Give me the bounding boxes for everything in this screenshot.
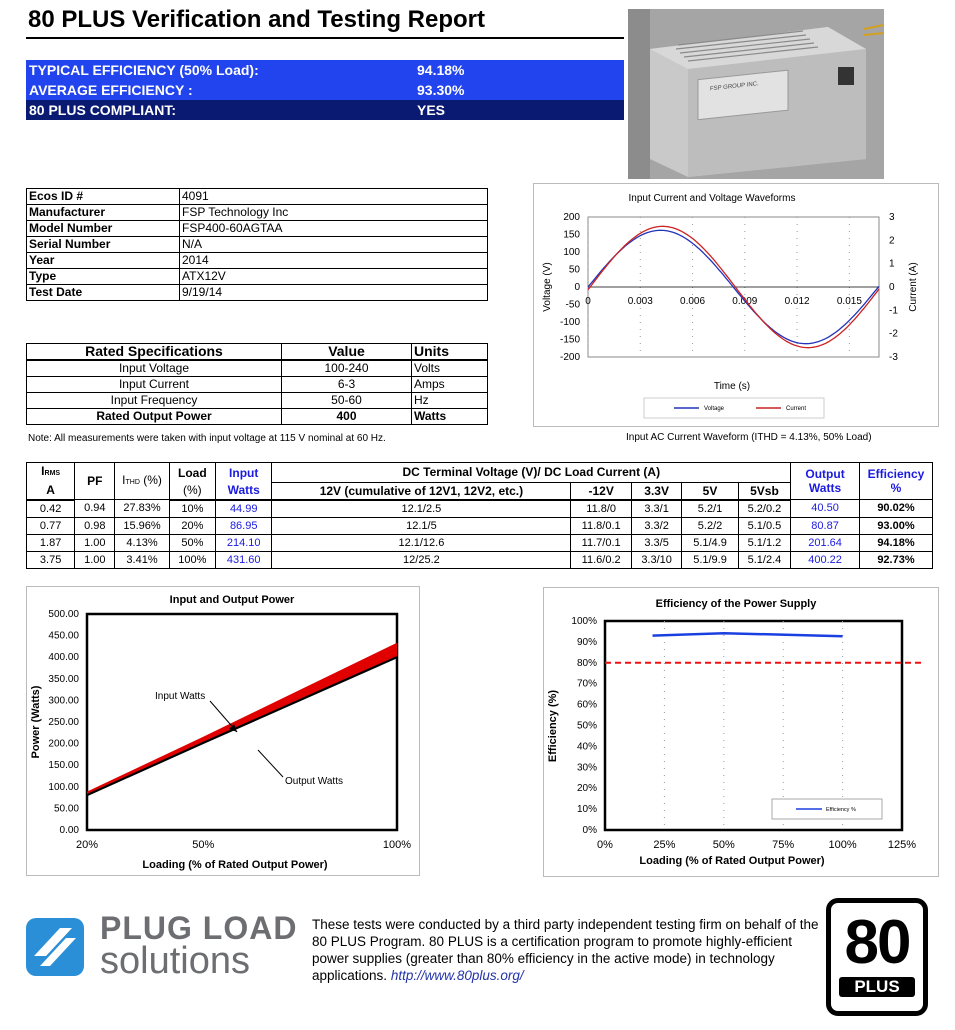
cell-neg12v: 11.6/0.2 bbox=[571, 551, 632, 568]
photo-label-text: FSP GROUP INC. bbox=[710, 81, 759, 93]
power-x-tick: 50% bbox=[192, 839, 215, 851]
efficiency-y-label: Efficiency (%) bbox=[547, 689, 559, 763]
report-title: 80 PLUS Verification and Testing Report bbox=[28, 6, 485, 33]
waveform-y-tick: -100 bbox=[559, 317, 580, 328]
waveform-x-tick: 0 bbox=[585, 296, 591, 307]
cell-3v3: 3.3/10 bbox=[631, 551, 681, 568]
waveform-y2-tick: -1 bbox=[889, 305, 898, 317]
logo-text-plug-load: PLUG LOAD bbox=[100, 910, 298, 946]
power-y-tick: 400.00 bbox=[48, 652, 79, 664]
info-row bbox=[27, 253, 488, 269]
cell-neg12v: 11.8/0.1 bbox=[571, 517, 632, 534]
table-row bbox=[27, 551, 933, 568]
cell-12v: 12/25.2 bbox=[272, 551, 571, 568]
info-row bbox=[27, 285, 488, 301]
waveform-x-tick: 0.012 bbox=[784, 296, 810, 307]
waveform-y2-tick: 1 bbox=[889, 258, 895, 270]
cell-irms: 1.87 bbox=[27, 534, 75, 551]
cell-efficiency: 90.02% bbox=[859, 500, 932, 518]
legend-efficiency-label: Efficiency % bbox=[826, 807, 856, 813]
waveform-y2-tick: 3 bbox=[889, 212, 895, 223]
table-row bbox=[27, 500, 933, 518]
col-neg12v: -12V bbox=[571, 482, 632, 500]
waveform-y2-tick: 0 bbox=[889, 282, 895, 293]
info-key: Year bbox=[27, 253, 180, 269]
annotation-input-watts: Input Watts bbox=[155, 691, 206, 702]
cell-5vsb: 5.1/1.2 bbox=[738, 534, 790, 551]
cell-12v: 12.1/5 bbox=[272, 517, 571, 534]
cell-pf: 0.98 bbox=[75, 517, 115, 534]
efficiency-y-tick: 90% bbox=[576, 636, 597, 648]
cell-3v3: 3.3/2 bbox=[631, 517, 681, 534]
col-load-unit: (%) bbox=[169, 482, 215, 500]
cell-load: 50% bbox=[169, 534, 215, 551]
efficiency-x-label: Loading (% of Rated Output Power) bbox=[639, 855, 825, 867]
col-input-unit: Watts bbox=[215, 482, 271, 500]
waveform-y-label: Voltage (V) bbox=[542, 262, 553, 312]
cell-12v: 12.1/2.5 bbox=[272, 500, 571, 518]
cell-ithd: 15.96% bbox=[115, 517, 169, 534]
waveform-x-tick: 0.009 bbox=[732, 296, 758, 307]
rated-spec: Input Frequency bbox=[27, 393, 282, 409]
product-info-table bbox=[26, 188, 488, 301]
info-value: ATX12V bbox=[180, 269, 488, 285]
efficiency-x-tick: 75% bbox=[772, 839, 795, 851]
cell-efficiency: 94.18% bbox=[859, 534, 932, 551]
summary-row-typical bbox=[26, 60, 624, 80]
footer-text-body: These tests were conducted by a third party independent testing firm on behalf of the 80 PLUS Program. 80 PLUS is a certification program to promote highly-efficient power supplies (greater than 80% efficiency in the active mode) in technology applications. bbox=[312, 917, 819, 983]
efficiency-y-tick: 40% bbox=[576, 741, 597, 753]
legend-voltage-label: Voltage bbox=[704, 406, 725, 412]
efficiency-y-tick: 20% bbox=[576, 783, 597, 795]
efficiency-y-tick: 70% bbox=[576, 678, 597, 690]
cell-ithd: 27.83% bbox=[115, 500, 169, 518]
summary-label: AVERAGE EFFICIENCY : bbox=[29, 82, 193, 98]
efficiency-y-tick: 0% bbox=[582, 825, 597, 836]
cell-ithd: 3.41% bbox=[115, 551, 169, 568]
cell-5vsb: 5.1/0.5 bbox=[738, 517, 790, 534]
waveform-y2-tick: -3 bbox=[889, 352, 898, 363]
efficiency-svg bbox=[544, 588, 938, 876]
info-value: 9/19/14 bbox=[180, 285, 488, 301]
efficiency-y-tick: 100% bbox=[571, 616, 597, 627]
badge-label: PLUS bbox=[839, 977, 915, 997]
col-12v: 12V (cumulative of 12V1, 12V2, etc.) bbox=[272, 482, 571, 500]
info-key: Ecos ID # bbox=[27, 189, 180, 205]
col-pf: PF bbox=[75, 463, 115, 500]
efficiency-y-tick: 30% bbox=[576, 762, 597, 774]
cell-neg12v: 11.7/0.1 bbox=[571, 534, 632, 551]
efficiency-y-tick: 10% bbox=[576, 804, 597, 816]
rated-row bbox=[27, 393, 488, 409]
cell-irms: 3.75 bbox=[27, 551, 75, 568]
rated-header: Value bbox=[282, 344, 412, 361]
measurement-note: Note: All measurements were taken with input voltage at 115 V nominal at 60 Hz. bbox=[28, 433, 386, 444]
cell-irms: 0.77 bbox=[27, 517, 75, 534]
cell-5vsb: 5.1/2.4 bbox=[738, 551, 790, 568]
info-value: 4091 bbox=[180, 189, 488, 205]
rated-value: 50-60 bbox=[282, 393, 412, 409]
efficiency-x-tick: 0% bbox=[597, 839, 613, 851]
waveform-y-tick: 100 bbox=[563, 247, 580, 258]
waveform-y2-label: Current (A) bbox=[908, 262, 919, 312]
power-y-tick: 200.00 bbox=[48, 738, 79, 750]
info-value: N/A bbox=[180, 237, 488, 253]
footer-link[interactable]: http://www.80plus.org/ bbox=[390, 968, 524, 983]
cell-3v3: 3.3/1 bbox=[631, 500, 681, 518]
logo-text-solutions: solutions bbox=[100, 940, 250, 982]
info-value: 2014 bbox=[180, 253, 488, 269]
rated-unit: Watts bbox=[412, 409, 488, 425]
summary-value: YES bbox=[417, 102, 446, 118]
rated-spec: Rated Output Power bbox=[27, 409, 282, 425]
cell-output: 201.64 bbox=[791, 534, 860, 551]
rated-row bbox=[27, 409, 488, 425]
info-row bbox=[27, 221, 488, 237]
cell-output: 40.50 bbox=[791, 500, 860, 518]
info-key: Test Date bbox=[27, 285, 180, 301]
cell-5v: 5.2/2 bbox=[682, 517, 738, 534]
product-photo bbox=[628, 9, 884, 179]
efficiency-y-tick: 50% bbox=[576, 720, 597, 732]
rated-row bbox=[27, 360, 488, 377]
col-irms: IRMS bbox=[27, 463, 75, 483]
cell-pf: 0.94 bbox=[75, 500, 115, 518]
cell-input: 86.95 bbox=[215, 517, 271, 534]
col-irms-unit: A bbox=[27, 482, 75, 500]
test-data-table bbox=[26, 462, 933, 569]
waveform-y-tick: 200 bbox=[563, 212, 580, 223]
cell-efficiency: 93.00% bbox=[859, 517, 932, 534]
power-y-tick: 100.00 bbox=[48, 781, 79, 793]
col-dc-group: DC Terminal Voltage (V)/ DC Load Current (A) bbox=[272, 463, 791, 483]
cell-12v: 12.1/12.6 bbox=[272, 534, 571, 551]
cell-load: 20% bbox=[169, 517, 215, 534]
rated-value: 6-3 bbox=[282, 377, 412, 393]
info-key: Type bbox=[27, 269, 180, 285]
power-supply-image bbox=[628, 9, 884, 179]
info-key: Manufacturer bbox=[27, 205, 180, 221]
cell-5v: 5.1/9.9 bbox=[682, 551, 738, 568]
waveform-y-tick: -150 bbox=[559, 334, 580, 346]
efficiency-x-tick: 100% bbox=[828, 839, 857, 851]
col-load: Load bbox=[169, 463, 215, 483]
col-5v: 5V bbox=[682, 482, 738, 500]
plug-load-logo-icon bbox=[26, 918, 84, 976]
cell-input: 431.60 bbox=[215, 551, 271, 568]
power-chart bbox=[26, 586, 420, 876]
power-y-tick: 150.00 bbox=[48, 760, 79, 772]
power-y-label: Power (Watts) bbox=[30, 685, 42, 759]
rated-spec: Input Current bbox=[27, 377, 282, 393]
efficiency-summary bbox=[26, 60, 624, 120]
info-row bbox=[27, 205, 488, 221]
rated-unit: Hz bbox=[412, 393, 488, 409]
info-value: FSP Technology Inc bbox=[180, 205, 488, 221]
efficiency-x-tick: 50% bbox=[712, 839, 735, 851]
waveform-title: Input Current and Voltage Waveforms bbox=[628, 193, 796, 204]
summary-value: 93.30% bbox=[417, 82, 465, 98]
rated-row bbox=[27, 377, 488, 393]
waveform-y-tick: 150 bbox=[563, 229, 580, 241]
table-row bbox=[27, 534, 933, 551]
cell-output: 80.87 bbox=[791, 517, 860, 534]
power-y-tick: 0.00 bbox=[59, 825, 79, 836]
cell-efficiency: 92.73% bbox=[859, 551, 932, 568]
power-y-tick: 450.00 bbox=[48, 630, 79, 642]
rated-value: 100-240 bbox=[282, 360, 412, 377]
waveform-y-tick: 50 bbox=[568, 264, 580, 276]
info-row bbox=[27, 237, 488, 253]
rated-header: Units bbox=[412, 344, 488, 361]
waveform-x-label: Time (s) bbox=[713, 381, 751, 392]
cell-pf: 1.00 bbox=[75, 551, 115, 568]
cell-output: 400.22 bbox=[791, 551, 860, 568]
waveform-y2-tick: 2 bbox=[889, 235, 895, 247]
power-y-tick: 350.00 bbox=[48, 673, 79, 685]
waveform-y-tick: -50 bbox=[565, 299, 580, 311]
power-y-tick: 250.00 bbox=[48, 717, 79, 728]
efficiency-chart bbox=[543, 587, 939, 877]
waveform-x-tick: 0.015 bbox=[836, 296, 862, 307]
summary-row-average bbox=[26, 80, 624, 100]
info-row bbox=[27, 269, 488, 285]
data-header-row bbox=[27, 463, 933, 483]
waveform-y-tick: 0 bbox=[574, 282, 580, 293]
rated-spec: Input Voltage bbox=[27, 360, 282, 377]
col-5vsb: 5Vsb bbox=[738, 482, 790, 500]
waveform-y2-tick: -2 bbox=[889, 328, 898, 340]
info-row bbox=[27, 189, 488, 205]
waveform-svg bbox=[534, 184, 938, 426]
waveform-chart bbox=[533, 183, 939, 427]
summary-value: 94.18% bbox=[417, 62, 465, 78]
col-3v3: 3.3V bbox=[631, 482, 681, 500]
info-value: FSP400-60AGTAA bbox=[180, 221, 488, 237]
annotation-output-watts: Output Watts bbox=[285, 776, 343, 787]
rated-specifications-table bbox=[26, 343, 488, 425]
info-key: Serial Number bbox=[27, 237, 180, 253]
col-input: Input bbox=[215, 463, 271, 483]
summary-label: 80 PLUS COMPLIANT: bbox=[29, 102, 177, 118]
80-plus-badge bbox=[826, 898, 928, 1016]
info-key: Model Number bbox=[27, 221, 180, 237]
power-y-tick: 500.00 bbox=[48, 609, 79, 620]
power-title: Input and Output Power bbox=[169, 594, 295, 606]
cell-ithd: 4.13% bbox=[115, 534, 169, 551]
cell-5v: 5.1/4.9 bbox=[682, 534, 738, 551]
legend-current-label: Current bbox=[786, 406, 807, 412]
cell-neg12v: 11.8/0 bbox=[571, 500, 632, 518]
col-output: Output Watts bbox=[791, 463, 860, 500]
cell-3v3: 3.3/5 bbox=[631, 534, 681, 551]
waveform-y-tick: -200 bbox=[559, 352, 580, 363]
efficiency-x-tick: 25% bbox=[653, 839, 676, 851]
col-ithd: ITHD (%) bbox=[115, 463, 169, 500]
efficiency-y-tick: 60% bbox=[576, 699, 597, 711]
footer-disclaimer bbox=[312, 916, 822, 984]
rated-unit: Amps bbox=[412, 377, 488, 393]
rated-header-row bbox=[27, 344, 488, 361]
cell-input: 214.10 bbox=[215, 534, 271, 551]
cell-pf: 1.00 bbox=[75, 534, 115, 551]
cell-input: 44.99 bbox=[215, 500, 271, 518]
power-svg bbox=[27, 587, 419, 875]
rated-header: Rated Specifications bbox=[27, 344, 282, 361]
power-x-label: Loading (% of Rated Output Power) bbox=[142, 859, 328, 871]
waveform-caption: Input AC Current Waveform (ITHD = 4.13%, 50% Load) bbox=[626, 432, 872, 443]
table-row bbox=[27, 517, 933, 534]
title-divider bbox=[26, 37, 624, 39]
summary-label: TYPICAL EFFICIENCY (50% Load): bbox=[29, 62, 259, 78]
power-x-tick: 100% bbox=[382, 839, 412, 851]
cell-5v: 5.2/1 bbox=[682, 500, 738, 518]
power-x-tick: 20% bbox=[75, 839, 99, 851]
cell-irms: 0.42 bbox=[27, 500, 75, 518]
waveform-x-tick: 0.003 bbox=[627, 296, 653, 307]
cell-load: 100% bbox=[169, 551, 215, 568]
efficiency-y-tick: 80% bbox=[576, 657, 597, 669]
badge-number: 80 bbox=[844, 908, 910, 977]
cell-load: 10% bbox=[169, 500, 215, 518]
efficiency-x-tick: 125% bbox=[887, 839, 917, 851]
power-y-tick: 300.00 bbox=[48, 695, 79, 707]
rated-unit: Volts bbox=[412, 360, 488, 377]
cell-5vsb: 5.2/0.2 bbox=[738, 500, 790, 518]
col-efficiency: Efficiency % bbox=[859, 463, 932, 500]
summary-row-compliant bbox=[26, 100, 624, 120]
waveform-x-tick: 0.006 bbox=[680, 296, 706, 307]
power-y-tick: 50.00 bbox=[53, 803, 79, 815]
rated-value: 400 bbox=[282, 409, 412, 425]
efficiency-title: Efficiency of the Power Supply bbox=[655, 598, 817, 610]
